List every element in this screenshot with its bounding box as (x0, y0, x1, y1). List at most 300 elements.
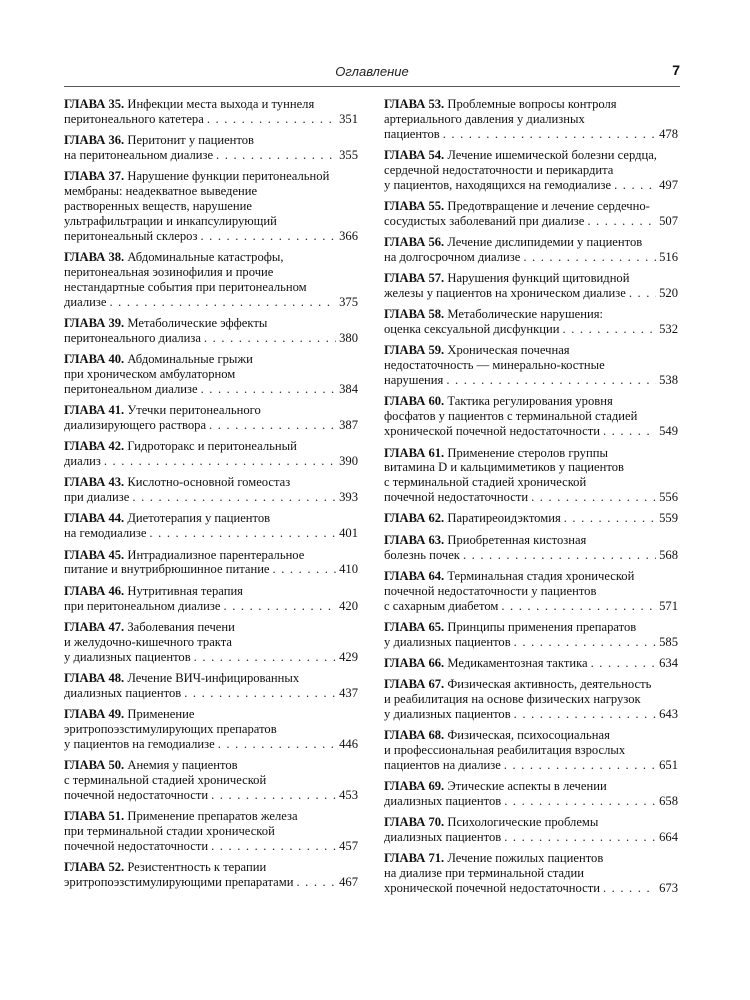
toc-entry-line (64, 548, 358, 563)
page-ref: 355 (339, 148, 358, 163)
page-ref: 467 (339, 874, 358, 889)
toc-entry-text (384, 148, 657, 162)
page-ref: 532 (659, 322, 678, 337)
dot-leader (591, 656, 657, 671)
toc-entry (384, 343, 678, 388)
dot-leader (211, 839, 336, 854)
dot-leader (514, 707, 656, 722)
chapter-title-line: у диализных пациентов (384, 706, 511, 721)
toc-entry-line (384, 163, 678, 178)
toc-entry-line (384, 584, 678, 599)
toc-entry-last-line (384, 830, 678, 845)
running-title: Оглавление (335, 64, 409, 79)
chapter-title-line: перитонеальном диализе (64, 381, 198, 396)
toc-left-column (64, 97, 358, 896)
dot-leader (273, 562, 337, 577)
chapter-title-line: Тактика регулирования уровня (447, 394, 613, 409)
toc-entry-text (384, 548, 460, 563)
dot-leader (501, 599, 656, 614)
toc-entry-text (384, 271, 629, 285)
toc-entry (64, 316, 358, 346)
chapter-title-line: Физическая, психосоциальная (447, 728, 610, 743)
chapter-title-line: эритропоэзстимулирующими препаратами (64, 874, 294, 889)
page-ref: 457 (339, 838, 358, 853)
toc-entry (64, 97, 358, 127)
page-ref: 393 (339, 490, 358, 505)
toc-entry-text (384, 163, 613, 177)
toc-entry-text (64, 250, 284, 264)
chapter-label: ГЛАВА 39. (64, 315, 125, 330)
chapter-label: ГЛАВА 57. (384, 271, 445, 286)
page-ref: 375 (339, 294, 358, 309)
toc-entry-text (64, 773, 266, 787)
toc-entry-line (384, 446, 678, 461)
dot-leader (603, 424, 656, 439)
toc-entry-text (64, 184, 257, 198)
toc-entry (64, 620, 358, 665)
page-ref: 446 (339, 736, 358, 751)
dot-leader (504, 794, 656, 809)
chapter-label: ГЛАВА 60. (384, 394, 445, 409)
toc-entry-text (64, 295, 106, 310)
toc-entry-line (64, 133, 358, 148)
page-ref: 538 (659, 373, 678, 388)
dot-leader (216, 148, 336, 163)
toc-entry (64, 860, 358, 890)
toc-entry-last-line (384, 214, 678, 229)
toc-entry-line (384, 235, 678, 250)
toc-entry-line (64, 439, 358, 454)
toc-entry-line (384, 851, 678, 866)
toc-entry-line (384, 569, 678, 584)
toc-entry-text (64, 809, 298, 823)
chapter-title-line: питание и внутрибрюшинное питание (64, 562, 270, 577)
toc-entry-text (384, 584, 596, 598)
toc-entry-line (64, 280, 358, 295)
toc-entry-text (384, 490, 528, 505)
dot-leader (443, 127, 656, 142)
toc-entry-text (384, 127, 440, 142)
toc-entry-line (384, 394, 678, 409)
toc-entry-line (64, 97, 358, 112)
toc-entry-text (64, 620, 235, 634)
page-ref: 478 (659, 126, 678, 141)
toc-entry-text (384, 569, 634, 583)
toc-entry-last-line (64, 526, 358, 541)
dot-leader (296, 875, 336, 890)
chapter-label: ГЛАВА 63. (384, 532, 445, 547)
chapter-label: ГЛАВА 55. (384, 199, 445, 214)
chapter-label: ГЛАВА 69. (384, 779, 445, 794)
toc-entry-text (384, 881, 600, 896)
chapter-title-line: на перитонеальном диализе (64, 148, 214, 163)
toc-entry-last-line (384, 127, 678, 142)
toc-entry-line (384, 677, 678, 692)
dot-leader (184, 686, 336, 701)
page-ref: 387 (339, 418, 358, 432)
dot-leader (200, 229, 336, 244)
chapter-title-line: Кислотно-основной гомеостаз (127, 475, 291, 490)
toc-entry (384, 511, 678, 526)
chapter-label: ГЛАВА 35. (64, 97, 125, 111)
chapter-title-line: Лечение дислипидемии у пациентов (447, 235, 643, 250)
toc-entry-line (64, 620, 358, 635)
dot-leader (523, 250, 656, 265)
toc-entry-last-line (64, 295, 358, 310)
chapter-title-line: при хроническом амбулаторном (64, 366, 236, 381)
dot-leader (446, 373, 656, 388)
toc-entry-text (64, 686, 181, 701)
toc-entry (64, 511, 358, 541)
chapter-label: ГЛАВА 40. (64, 352, 125, 367)
chapter-title-line: растворенных веществ, нарушение (64, 199, 252, 214)
chapter-title-line: диализ (64, 454, 101, 469)
toc-entry (384, 307, 678, 337)
toc-entry-line (64, 169, 358, 184)
dot-leader (218, 737, 336, 752)
dot-leader (194, 650, 336, 665)
toc-entry-last-line (384, 599, 678, 614)
toc-entry-line (384, 148, 678, 163)
toc-entry-last-line (64, 331, 358, 346)
chapter-title-line: на диализе при терминальной стадии (384, 866, 585, 881)
toc-entry (384, 656, 678, 671)
chapter-title-line: болезнь почек (384, 547, 460, 562)
toc-entry-text (64, 97, 314, 111)
toc-entry (384, 728, 678, 773)
dot-leader (224, 599, 337, 614)
chapter-label: ГЛАВА 67. (384, 677, 445, 692)
toc-entry-text (64, 860, 266, 874)
page-ref: 549 (659, 424, 678, 439)
toc-entry-text (384, 851, 603, 865)
toc-entry (384, 851, 678, 896)
toc-entry-text (384, 214, 584, 229)
toc-entry-line (64, 635, 358, 650)
toc-entry (384, 533, 678, 563)
toc-entry (64, 475, 358, 505)
toc-entry (384, 394, 678, 439)
chapter-label: ГЛАВА 52. (64, 859, 125, 874)
toc-entry-text (64, 454, 101, 469)
toc-entry-text (384, 394, 613, 408)
toc-entry-last-line (384, 881, 678, 896)
chapter-title-line: артериального давления у диализных (384, 111, 585, 126)
toc-entry-text (384, 533, 586, 547)
toc-entry-line (64, 584, 358, 599)
chapter-title-line: Физическая активность, деятельность (447, 677, 652, 692)
toc-entry-text (64, 403, 261, 417)
chapter-label: ГЛАВА 37. (64, 169, 125, 184)
toc-entry-text (64, 875, 293, 890)
page-ref: 420 (339, 598, 358, 613)
chapter-title-line: с терминальной стадией хронической (64, 772, 267, 787)
toc-entry (384, 620, 678, 650)
chapter-title-line: оценка сексуальной дисфункции (384, 322, 560, 337)
dot-leader (104, 454, 336, 469)
page-ref: 384 (339, 381, 358, 396)
toc-entry-last-line (384, 286, 678, 301)
toc-entry-line (384, 460, 678, 475)
chapter-title-line: почечной недостаточности (64, 838, 209, 853)
chapter-title-line: Применение препаратов железа (127, 808, 298, 823)
chapter-label: ГЛАВА 43. (64, 475, 125, 490)
toc-entry-line (64, 250, 358, 265)
page-number: 7 (672, 62, 680, 78)
toc-entry-last-line (64, 650, 358, 665)
dot-leader (504, 758, 656, 773)
dot-leader (463, 548, 656, 563)
toc-entry-line (384, 307, 678, 322)
toc-entry (64, 250, 358, 310)
toc-entry-line (384, 112, 678, 127)
chapter-label: ГЛАВА 47. (64, 619, 125, 634)
toc-entry-line (384, 815, 678, 830)
toc-entry-text (384, 866, 584, 880)
chapter-title-line: почечной недостаточности (384, 490, 529, 505)
chapter-title-line: диализе (64, 294, 107, 309)
toc-entry-text (384, 112, 585, 126)
toc-entry-line (384, 97, 678, 112)
chapter-title-line: хронической почечной недостаточности (384, 424, 600, 439)
toc-entry-text (384, 358, 605, 372)
toc-entry-line (384, 728, 678, 743)
chapter-title-line: Резистентность к терапии (127, 859, 267, 874)
toc-entry-line (64, 722, 358, 737)
dot-leader (504, 830, 656, 845)
chapter-title-line: Этические аспекты в лечении (447, 779, 607, 794)
chapter-label: ГЛАВА 51. (64, 808, 125, 823)
toc-entry-text (64, 526, 146, 541)
page-ref: 520 (659, 286, 678, 301)
toc-entry-last-line (384, 490, 678, 505)
chapter-label: ГЛАВА 44. (64, 511, 125, 526)
chapter-title-line: ультрафильтрации и инкапсулирующий (64, 213, 277, 228)
chapter-title-line: у диализных пациентов (384, 634, 511, 649)
toc-entry-line (64, 824, 358, 839)
chapter-title-line: Лечение ВИЧ-инфицированных (127, 670, 300, 685)
toc-entry-text (384, 424, 600, 439)
chapter-title-line: перитонеальный склероз (64, 228, 198, 243)
toc-entry-line (64, 316, 358, 331)
page-ref: 410 (339, 562, 358, 577)
chapter-title-line: Нарушение функции перитонеальной (127, 169, 330, 184)
toc-entry-text (384, 322, 560, 337)
toc-entry-text (64, 316, 267, 330)
toc-entry-text (384, 692, 641, 706)
chapter-title-line: Лечение пожилых пациентов (447, 851, 604, 866)
toc-entry-text (384, 656, 588, 671)
toc-entry-last-line (64, 562, 358, 577)
toc-entry-line (64, 265, 358, 280)
toc-entry-last-line (384, 656, 678, 671)
chapter-label: ГЛАВА 59. (384, 343, 445, 358)
toc-entry (64, 758, 358, 803)
chapter-label: ГЛАВА 50. (64, 757, 125, 772)
toc-entry (64, 707, 358, 752)
chapter-title-line: пациентов на диализе (384, 757, 501, 772)
toc-entry-line (384, 199, 678, 214)
toc-entry-text (64, 214, 277, 228)
toc-entry-last-line (64, 875, 358, 890)
toc-entry-line (384, 866, 678, 881)
toc-right-column (384, 97, 678, 902)
page-ref: 634 (659, 655, 678, 670)
page-ref: 516 (659, 250, 678, 265)
chapter-label: ГЛАВА 56. (384, 235, 445, 250)
toc-entry-line (384, 409, 678, 424)
toc-entry (384, 148, 678, 193)
chapter-title-line: нарушения (384, 373, 444, 388)
chapter-title-line: Нутритивная терапия (127, 583, 243, 598)
toc-entry (64, 671, 358, 701)
page-ref: 507 (659, 213, 678, 228)
chapter-title-line: при терминальной стадии хронической (64, 823, 275, 838)
toc-entry-text (64, 133, 254, 147)
chapter-title-line: Инфекции места выхода и туннеля (127, 97, 315, 111)
toc-entry-last-line (384, 635, 678, 650)
toc-entry-text (384, 307, 603, 321)
chapter-title-line: Заболевания печени (127, 619, 235, 634)
toc-entry-text (384, 728, 610, 742)
chapter-label: ГЛАВА 64. (384, 568, 445, 583)
dot-leader (132, 490, 336, 505)
toc-entry-text (384, 343, 570, 357)
chapter-title-line: Терминальная стадия хронической (447, 568, 635, 583)
toc-entry-text (384, 460, 624, 474)
toc-entry-text (64, 382, 198, 397)
toc-entry (64, 403, 358, 433)
chapter-title-line: и реабилитация на основе физических нагрузок (384, 691, 641, 706)
chapter-title-line: Анемия у пациентов (127, 757, 238, 772)
chapter-title-line: витамина D и кальцимиметиков у пациентов (384, 460, 624, 475)
toc-entry-text (384, 286, 626, 301)
chapter-title-line: Диетотерапия у пациентов (127, 511, 271, 526)
chapter-title-line: Предотвращение и лечение сердечно- (447, 199, 650, 214)
toc-entry-text (64, 839, 208, 854)
toc-entry-last-line (64, 686, 358, 701)
toc-entry-text (64, 635, 232, 649)
toc-entry-line (384, 475, 678, 490)
toc-entry-text (64, 722, 277, 736)
toc-entry-text (384, 815, 598, 829)
chapter-label: ГЛАВА 48. (64, 670, 125, 685)
toc-entry-line (64, 671, 358, 686)
toc-entry-text (384, 794, 501, 809)
toc-entry (64, 169, 358, 244)
chapter-title-line: при перитонеальном диализе (64, 598, 221, 613)
toc-entry (384, 779, 678, 809)
chapter-title-line: диализных пациентов (384, 794, 502, 808)
toc-entry (384, 97, 678, 142)
chapter-title-line: Утечки перитонеального (127, 403, 261, 418)
dot-leader (629, 286, 656, 301)
toc-entry-last-line (384, 424, 678, 439)
chapter-label: ГЛАВА 46. (64, 583, 125, 598)
toc-entry-text (64, 824, 275, 838)
toc-entry-last-line (64, 148, 358, 163)
dot-leader (109, 295, 336, 310)
toc-entry-line (64, 860, 358, 875)
toc-entry-text (384, 599, 498, 614)
toc-entry-line (384, 620, 678, 635)
toc-entry-line (64, 707, 358, 722)
chapter-title-line: Проблемные вопросы контроля (447, 97, 617, 111)
toc-entry-line (64, 352, 358, 367)
chapter-title-line: Принципы применения препаратов (447, 619, 637, 634)
toc-entry (384, 271, 678, 301)
page-ref: 401 (339, 526, 358, 541)
toc-entry (384, 677, 678, 722)
running-header (64, 62, 680, 84)
dot-leader (603, 881, 656, 896)
toc-entry-text (64, 331, 201, 346)
toc-entry-text (64, 475, 290, 489)
toc-entry-text (64, 229, 197, 244)
chapter-title-line: недостаточность — минерально-костные (384, 358, 605, 373)
chapter-label: ГЛАВА 41. (64, 403, 125, 418)
toc-entry-text (64, 352, 253, 366)
chapter-title-line: и желудочно-кишечного тракта (64, 634, 232, 649)
toc-entry-last-line (384, 548, 678, 563)
chapter-label: ГЛАВА 49. (64, 706, 125, 721)
toc-entry-line (64, 367, 358, 382)
chapter-label: ГЛАВА 38. (64, 250, 125, 265)
toc-entry-line (384, 533, 678, 548)
toc-entry-last-line (64, 112, 358, 127)
chapter-label: ГЛАВА 58. (384, 307, 445, 322)
chapter-label: ГЛАВА 61. (384, 445, 445, 460)
chapter-title-line: у пациентов на гемодиализе (64, 736, 215, 751)
toc-entry (384, 815, 678, 845)
chapter-title-line: перитонеальная эозинофилия и прочие (64, 264, 274, 279)
page-ref: 351 (339, 111, 358, 126)
toc-entry-last-line (64, 490, 358, 505)
chapter-label: ГЛАВА 68. (384, 728, 445, 743)
page-ref: 556 (659, 490, 678, 505)
chapter-title-line: фосфатов у пациентов с терминальной стадией (384, 409, 638, 424)
toc-entry (384, 199, 678, 229)
toc-entry-line (384, 358, 678, 373)
page-ref: 664 (659, 830, 678, 845)
chapter-title-line: Применение (127, 706, 195, 721)
chapter-title-line: Психологические проблемы (447, 815, 599, 830)
chapter-title-line: Абдоминальные катастрофы, (127, 250, 284, 265)
toc-entry-line (64, 758, 358, 773)
page-ref: 651 (659, 757, 678, 772)
chapter-title-line: Перитонит у пациентов (127, 133, 254, 148)
chapter-label: ГЛАВА 45. (64, 547, 125, 562)
toc-entry-last-line (64, 788, 358, 803)
toc-entry-text (384, 707, 511, 722)
toc-entry-text (384, 409, 637, 423)
header-rule (64, 86, 680, 87)
toc-entry-last-line (384, 250, 678, 265)
toc-entry-text (64, 737, 215, 752)
chapter-title-line: с сахарным диабетом (384, 598, 499, 613)
toc-entry-line (384, 743, 678, 758)
chapter-title-line: сосудистых заболеваний при диализе (384, 213, 585, 228)
chapter-label: ГЛАВА 66. (384, 655, 445, 670)
chapter-label: ГЛАВА 36. (64, 133, 125, 148)
dot-leader (149, 526, 336, 541)
toc-entry-last-line (64, 229, 358, 244)
toc-entry (64, 584, 358, 614)
dot-leader (204, 331, 336, 346)
toc-entry-text (384, 677, 651, 691)
toc-entry-text (384, 373, 443, 388)
toc-entry-last-line (384, 322, 678, 337)
